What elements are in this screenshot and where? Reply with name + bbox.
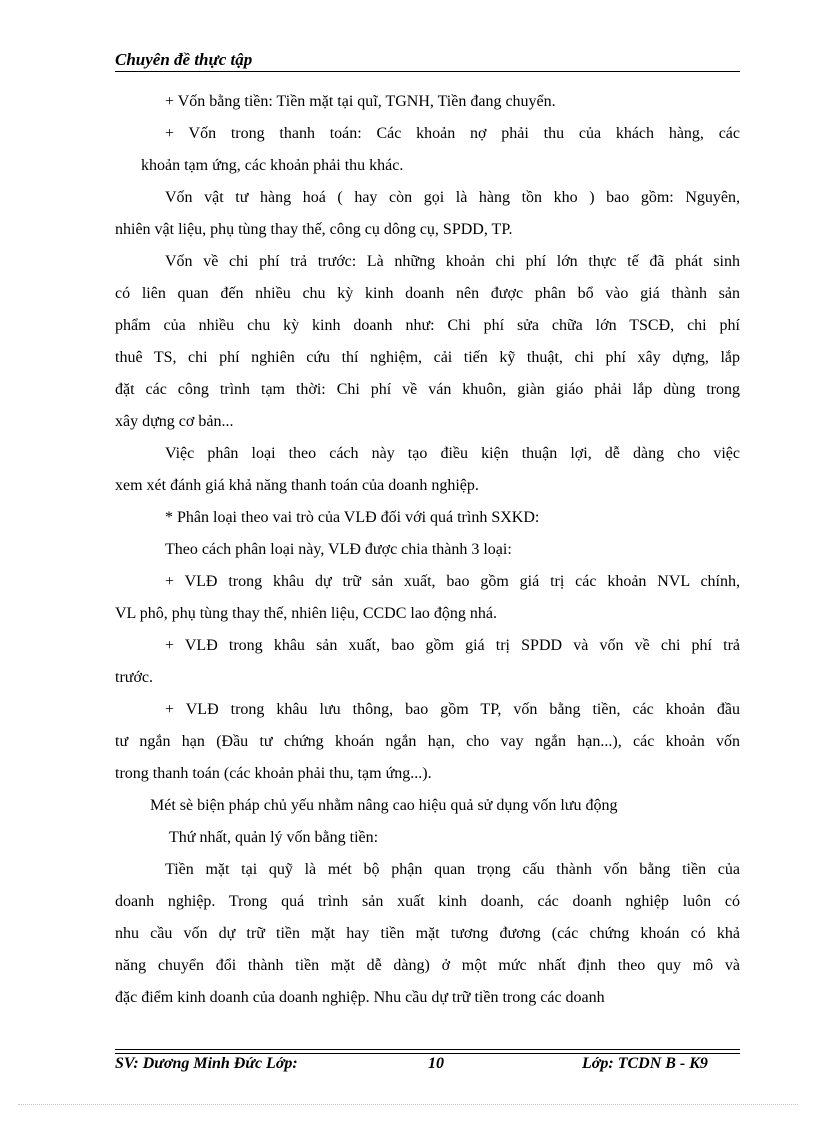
text-line: phẩm của nhiều chu kỳ kinh doanh như: Chi phí sửa chữa lớn TSCĐ, chi phí	[115, 317, 740, 334]
text-line: tư ngắn hạn (Đầu tư chứng khoán ngắn hạn, cho vay ngắn hạn...), các khoản vốn	[115, 733, 740, 750]
footer-rule	[115, 1049, 740, 1050]
text-line: Vốn về chi phí trả trước: Là những khoản chi phí lớn thực tế đã phát sinh	[165, 253, 740, 270]
text-line: + Vốn trong thanh toán: Các khoản nợ phải thu của khách hàng, các	[165, 125, 740, 142]
page-edge	[18, 1104, 798, 1105]
text-line: + VLĐ trong khâu sản xuất, bao gồm giá trị SPDD và vốn về chi phí trả	[165, 637, 740, 654]
text-line: Theo cách phân loại này, VLĐ được chia thành 3 loại:	[165, 541, 512, 558]
text-line: + VLĐ trong khâu lưu thông, bao gồm TP, vốn bằng tiền, các khoản đầu	[165, 701, 740, 718]
text-line: Thứ nhất, quản lý vốn bằng tiền:	[169, 829, 379, 846]
text-line: trong thanh toán (các khoản phải thu, tạm ứng...).	[115, 765, 432, 782]
text-line: đặt các công trình tạm thời: Chi phí về ván khuôn, giàn giáo phải lắp dùng trong	[115, 381, 740, 398]
text-line: Việc phân loại theo cách này tạo điều kiện thuận lợi, dễ dàng cho việc	[165, 445, 740, 462]
text-line: VL phô, phụ tùng thay thế, nhiên liệu, CCDC lao động nhá.	[115, 605, 498, 622]
text-line: khoản tạm ứng, các khoản phải thu khác.	[141, 157, 404, 174]
text-line: + Vốn bằng tiền: Tiền mặt tại quĩ, TGNH, Tiền đang chuyển.	[165, 93, 556, 110]
text-line: có liên quan đến nhiều chu kỳ kinh doanh nên được phân bổ vào giá thành sản	[115, 285, 740, 302]
page-number: 10	[428, 1055, 444, 1072]
text-line: nhu cầu vốn dự trữ tiền mặt hay tiền mặt tương đương (các chứng khoán có khả	[115, 925, 740, 942]
text-line: năng chuyển đổi thành tiền mặt dễ dàng) ở một mức nhất định theo quy mô và	[115, 957, 740, 974]
footer-student: SV: Dương Minh Đức Lớp:	[115, 1055, 298, 1072]
header-title: Chuyên đề thực tập	[115, 50, 253, 69]
text-line: * Phân loại theo vai trò của VLĐ đối với quá trình SXKD:	[165, 509, 540, 526]
text-line: Tiền mặt tại quỹ là mét bộ phận quan trọng cấu thành vốn bằng tiền của	[165, 861, 740, 878]
text-line: + VLĐ trong khâu dự trữ sản xuất, bao gồm giá trị các khoản NVL chính,	[165, 573, 740, 590]
text-line: thuê TS, chi phí nghiên cứu thí nghiệm, cải tiến kỹ thuật, chi phí xây dựng, lắp	[115, 349, 740, 366]
text-line: xây dựng cơ bản...	[115, 413, 234, 430]
header-rule	[115, 71, 740, 72]
footer-rule-double	[115, 1053, 740, 1054]
text-line: Mét sè biện pháp chủ yếu nhằm nâng cao hiệu quả sử dụng vốn lưu động	[150, 797, 618, 814]
footer-class: Lớp: TCDN B - K9	[582, 1055, 708, 1072]
text-line: đặc điểm kinh doanh của doanh nghiệp. Nhu cầu dự trữ tiền trong các doanh	[115, 989, 605, 1006]
page-header	[115, 50, 740, 72]
text-line: nhiên vật liệu, phụ tùng thay thế, công cụ dông cụ, SPDD, TP.	[115, 221, 513, 238]
text-line: doanh nghiệp. Trong quá trình sản xuất kinh doanh, các doanh nghiệp luôn có	[115, 893, 740, 910]
text-line: xem xét đánh giá khả năng thanh toán của doanh nghiệp.	[115, 477, 479, 494]
text-line: Vốn vật tư hàng hoá ( hay còn gọi là hàng tồn kho ) bao gồm: Nguyên,	[165, 189, 740, 206]
text-line: trước.	[115, 669, 154, 686]
